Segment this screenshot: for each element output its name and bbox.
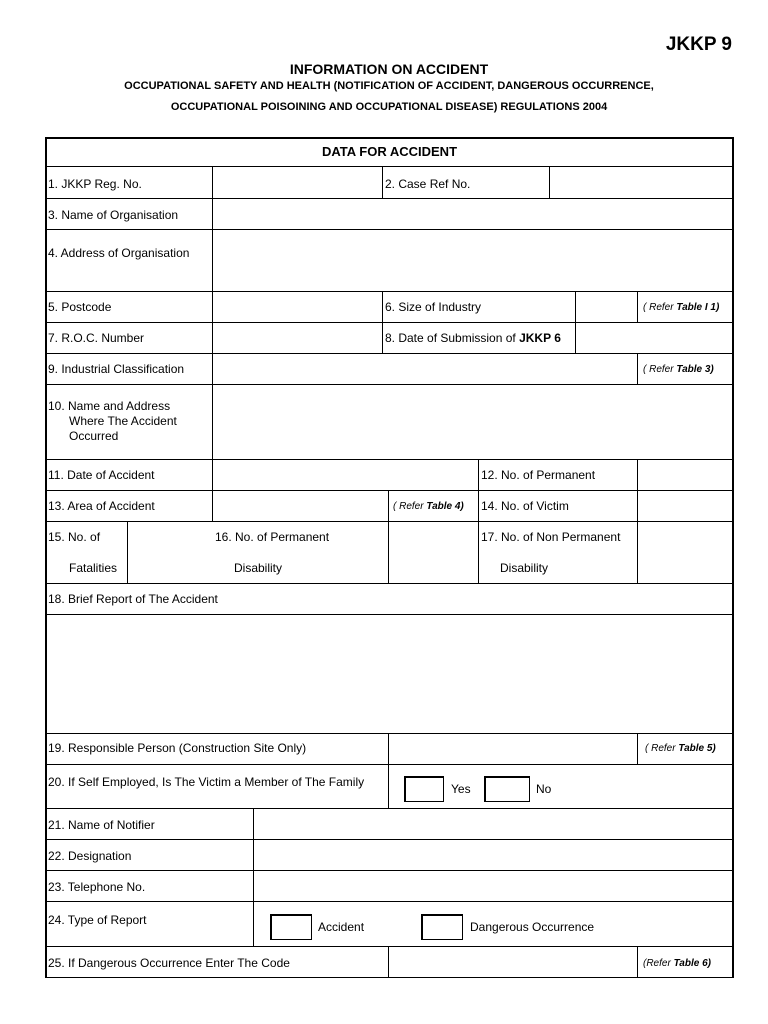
accident-date-field[interactable] — [213, 460, 477, 489]
jkkp-reg-no-field[interactable] — [213, 167, 381, 197]
form-subtitle-line1: OCCUPATIONAL SAFETY AND HEALTH (NOTIFICATION OF ACCIDENT, DANGEROUS OCCURRENCE, — [124, 80, 654, 92]
label-postcode: 5. Postcode — [48, 300, 112, 314]
label-size-of-industry: 6. Size of Industry — [385, 300, 482, 314]
section-title: DATA FOR ACCIDENT — [321, 144, 458, 159]
ref-table-3: ( Refer Table 3) — [643, 364, 714, 375]
size-of-industry-field[interactable] — [576, 292, 636, 321]
label-jkkp-reg-no: 1. JKKP Reg. No. — [48, 177, 142, 191]
label-name-address-accident-line3: Occurred — [69, 429, 119, 443]
label-no-of-fatalities-line2: Fatalities — [69, 561, 118, 575]
label-responsible-person: 19. Responsible Person (Construction Site Only) — [48, 741, 307, 755]
fatalities-field[interactable] — [128, 522, 211, 582]
postcode-field[interactable] — [213, 292, 381, 321]
ref-table-6: (Refer Table 6) — [643, 958, 711, 969]
label-name-address-accident: 10. Name and Address — [48, 399, 171, 413]
label-roc-number: 7. R.O.C. Number — [48, 331, 145, 345]
col-divider — [382, 166, 383, 198]
accident-location-field[interactable] — [213, 385, 733, 458]
label-no: No — [536, 782, 552, 796]
row-divider — [45, 764, 734, 765]
ref-table-5: ( Refer Table 5) — [645, 743, 716, 754]
label-designation: 22. Designation — [48, 849, 132, 863]
ref-table-4: ( Refer Table 4) — [393, 501, 464, 512]
form-title: INFORMATION ON ACCIDENT — [289, 61, 489, 77]
col-divider — [637, 733, 638, 764]
label-type-of-report: 24. Type of Report — [48, 913, 147, 927]
row-divider — [45, 977, 734, 978]
col-divider — [382, 291, 383, 353]
col-divider — [478, 459, 479, 583]
responsible-person-field[interactable] — [389, 734, 636, 763]
dangerous-occurrence-code-field[interactable] — [389, 947, 636, 976]
submission-date-field[interactable] — [576, 323, 733, 352]
label-no-of-fatalities: 15. No. of — [48, 530, 101, 544]
label-date-of-submission: 8. Date of Submission of JKKP 6 — [385, 331, 561, 345]
permanent-count-field[interactable] — [638, 460, 733, 489]
no-checkbox[interactable] — [484, 776, 530, 802]
col-divider — [637, 946, 638, 977]
row-divider — [45, 901, 734, 902]
form-subtitle-line2: OCCUPATIONAL POISOINING AND OCCUPATIONAL DISEASE) REGULATIONS 2004 — [170, 101, 608, 113]
label-yes: Yes — [451, 782, 471, 796]
label-accident: Accident — [318, 920, 365, 934]
label-permanent-disability: 16. No. of Permanent — [215, 530, 330, 544]
form-code: JKKP 9 — [665, 34, 732, 55]
col-divider — [637, 291, 638, 322]
victim-count-field[interactable] — [638, 491, 733, 520]
label-industrial-classification: 9. Industrial Classification — [48, 362, 185, 376]
label-area-of-accident: 13. Area of Accident — [48, 499, 155, 513]
label-permanent-disability-line2: Disability — [234, 561, 283, 575]
row-divider — [45, 583, 734, 584]
ref-table-1: ( Refer Table I 1) — [643, 302, 720, 313]
dangerous-occurrence-checkbox[interactable] — [421, 914, 463, 940]
label-non-permanent-disability: 17. No. of Non Permanent — [481, 530, 621, 544]
telephone-field[interactable] — [254, 871, 733, 900]
label-name-of-organisation: 3. Name of Organisation — [48, 208, 179, 222]
case-ref-no-field[interactable] — [550, 167, 733, 197]
organisation-name-field[interactable] — [213, 199, 733, 228]
label-name-of-notifier: 21. Name of Notifier — [48, 818, 155, 832]
non-permanent-disability-field[interactable] — [638, 522, 733, 582]
label-no-of-permanent: 12. No. of Permanent — [481, 468, 596, 482]
notifier-name-field[interactable] — [254, 809, 733, 838]
label-non-permanent-disability-line2: Disability — [500, 561, 549, 575]
label-date-of-accident: 11. Date of Accident — [48, 468, 155, 482]
label-address-of-organisation: 4. Address of Organisation — [48, 246, 190, 260]
permanent-disability-field[interactable] — [389, 522, 477, 582]
accident-checkbox[interactable] — [270, 914, 312, 940]
roc-number-field[interactable] — [213, 323, 381, 352]
label-case-ref-no: 2. Case Ref No. — [385, 177, 471, 191]
accident-area-field[interactable] — [213, 491, 387, 520]
organisation-address-field[interactable] — [213, 230, 733, 290]
label-telephone-no: 23. Telephone No. — [48, 880, 146, 894]
label-dangerous-occurrence-code: 25. If Dangerous Occurrence Enter The Code — [48, 956, 290, 970]
yes-checkbox[interactable] — [404, 776, 444, 802]
label-brief-report: 18. Brief Report of The Accident — [48, 592, 218, 606]
col-divider — [637, 353, 638, 384]
row-divider — [45, 490, 734, 491]
brief-report-field[interactable] — [46, 615, 733, 732]
label-self-employed-family: 20. If Self Employed, Is The Victim a Member of The Family — [48, 775, 365, 789]
label-name-address-accident-line2: Where The Accident — [69, 414, 177, 428]
industrial-classification-field[interactable] — [213, 354, 636, 383]
label-no-of-victim: 14. No. of Victim — [481, 499, 569, 513]
label-dangerous-occurrence: Dangerous Occurrence — [470, 920, 595, 934]
designation-field[interactable] — [254, 840, 733, 869]
